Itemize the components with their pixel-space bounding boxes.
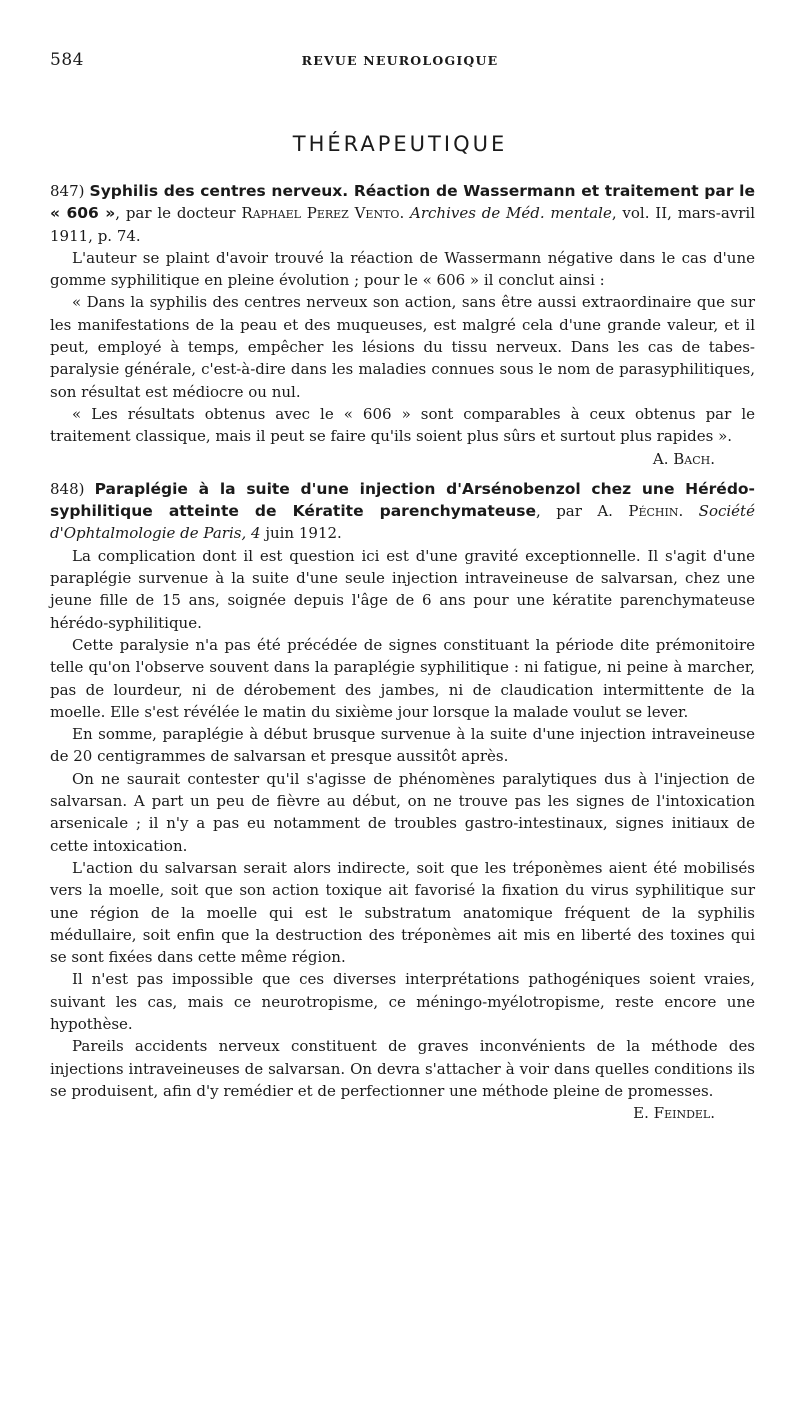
paragraph: En somme, paraplégie à début brusque survenue à la suite d'une injection intraveineuse de 20 centigrammes de salvarsan et presque aussitôt après. <box>50 725 755 766</box>
journal-name: Archives de Méd. mentale <box>410 204 612 223</box>
journal-name: Société d'Ophtalmologie de Paris, 4 <box>50 502 755 543</box>
article-848 <box>50 478 755 1125</box>
reference-details: , vol. II, mars-avril 1911, p. 74. <box>50 204 755 245</box>
paragraph-text: Pareils accidents nerveux constituent de graves inconvénients de la méthode des injections intraveineuses de salvarsan. On devra s'attacher à voir dans quelles conditions ils se produisent, afin d'y remédier et de perfectionner une méthode pleine de promesses. <box>50 1037 755 1100</box>
article-heading <box>50 478 755 545</box>
running-title: REVUE NEUROLOGIQUE <box>301 53 499 68</box>
page-header <box>50 50 750 76</box>
page-number: 584 <box>50 50 84 70</box>
paragraph: L'action du salvarsan serait alors indirecte, soit que les tréponèmes aient été mobilisés vers la moelle, soit que son action toxique ait favorisé la fixation du virus syphilitique sur une région de la moelle qui est le substratum anatomique fréquent de la syphilis médullaire, soit enfin que la destruction des tréponèmes ait mis en liberté des toxines qui se sont fixées dans cette même région. <box>50 858 755 967</box>
paragraph: On ne saurait contester qu'il s'agisse de phénomènes paralytiques dus à l'injection de salvarsan. A part un peu de fièvre au début, on ne trouve pas les signes de l'intoxication arsenicale ; il n'y a pas eu notamment de troubles gastro-intestinaux, signes initiaux de cette intoxication. <box>50 769 755 855</box>
journal-separator: . <box>678 502 699 521</box>
article-author: A. Péchin <box>597 502 679 521</box>
section-title: THÉRAPEUTIQUE <box>292 132 508 156</box>
paragraph: Il n'est pas impossible que ces diverses interprétations pathogéniques soient vraies, suivant les cas, mais ce neurotropisme, ce méningo-myélotropisme, reste encore une hypothèse. <box>50 970 755 1033</box>
article-body <box>50 180 755 1124</box>
byline-prefix: , par le docteur <box>115 204 242 223</box>
article-title: Paraplégie à la suite d'une injection d'Arsénobenzol chez une Hérédo-syphilitique atteinte de Kératite parenchymateuse <box>50 479 755 521</box>
article-heading <box>50 180 755 247</box>
signature: A. Bach. <box>652 449 715 468</box>
article-number: 848) <box>50 479 85 498</box>
paragraph: « Dans la syphilis des centres nerveux son action, sans être aussi extraordinaire que sur les manifestations de la peau et des muqueuses, est malgré cela d'une grande valeur, et il peut, employé à temps, empêcher les lésions du tissu nerveux. Dans les cas de tabes-paralysie générale, c'est-à-dire dans les maladies connues sous le nom de parasyphilitiques, son résultat est médiocre ou nul. <box>50 293 755 401</box>
article-author: Raphael Perez Vento <box>241 204 400 223</box>
paragraph-with-signature <box>50 1035 755 1124</box>
article-title: Syphilis des centres nerveux. Réaction de Wassermann et traitement par le « 606 » <box>50 182 755 223</box>
journal-separator: . <box>399 204 411 223</box>
article-847 <box>50 180 755 470</box>
signature: E. Feindel. <box>633 1104 715 1123</box>
byline-prefix: , par <box>536 502 598 521</box>
paragraph: L'auteur se plaint d'avoir trouvé la réaction de Wassermann négative dans le cas d'une gomme syphilitique en pleine évolution ; pour le « 606 » il conclut ainsi : <box>50 248 755 290</box>
paragraph: La complication dont il est question ici est d'une gravité exceptionnelle. Il s'agit d'une paraplégie survenue à la suite d'une seule injection intraveineuse de salvarsan, chez une jeune fille de 15 ans, soignée depuis l'âge de 6 ans pour une kératite parenchymateuse hérédo-syphilitique. <box>50 546 755 632</box>
article-number: 847) <box>50 182 85 200</box>
paragraph: Cette paralysie n'a pas été précédée de signes constituant la période dite prémonitoire telle qu'on l'observe souvent dans la paraplégie syphilitique : ni fatigue, ni peine à marcher, pas de lourdeur, ni de dérobement des jambes, ni de claudication intermittente de la moelle. Elle s'est révélée le matin du sixième jour lorsque la malade voulut se lever. <box>50 635 755 721</box>
reference-details: juin 1912. <box>260 524 342 543</box>
paragraph-with-signature <box>50 403 755 470</box>
paragraph-text: « Les résultats obtenus avec le « 606 » sont comparables à ceux obtenus par le traitement classique, mais il peut se faire qu'ils soient plus sûrs et surtout plus rapides ». <box>50 404 755 446</box>
